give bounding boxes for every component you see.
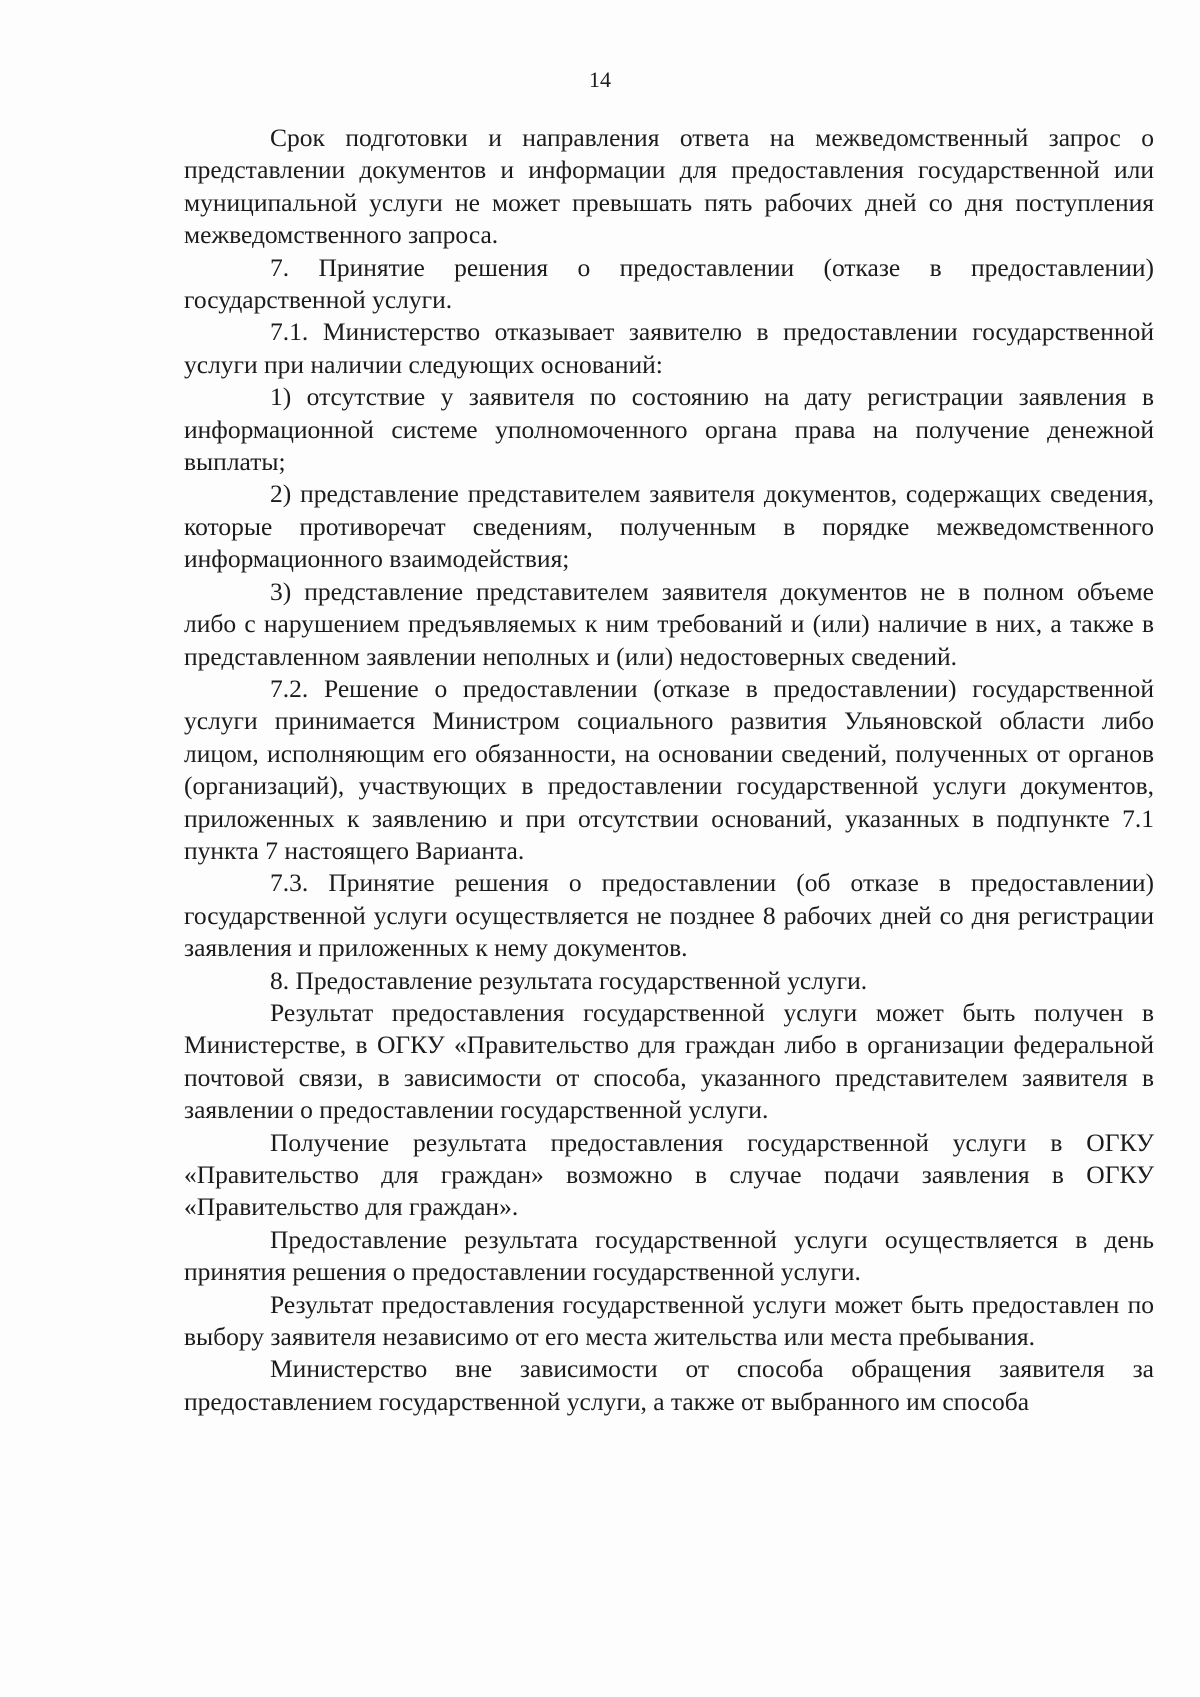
paragraph-interagency-response-deadline: Срок подготовки и направления ответа на межведомственный запрос о представлении документов и информации для предоставления государственной или муниципальной услуги не может превышать пять рабочих дней со дня поступления межведомственного запроса. [184, 123, 1154, 250]
paragraph-refusal-ground-2: 2) представление представителем заявителя документов, содержащих сведения, которые противоречат сведениям, полученным в порядке межведомственного информационного взаимодействия; [184, 479, 1154, 574]
paragraph-result-extraterritorial: Результат предоставления государственной услуги может быть предоставлен по выбору заявителя независимо от его места жительства или места пребывания. [184, 1289, 1154, 1352]
paragraph-refusal-ground-3: 3) представление представителем заявителя документов не в полном объеме либо с нарушением предъявляемых к ним требований и (или) наличие в них, а также в представленном заявлении неполных и (или) недостоверных сведений. [184, 576, 1154, 671]
paragraph-result-at-ogku: Получение результата предоставления государственной услуги в ОГКУ «Правительство для граждан» возможно в случае подачи заявления в ОГКУ «Правительство для граждан». [184, 1127, 1154, 1222]
paragraph-7-1-refusal-grounds: 7.1. Министерство отказывает заявителю в предоставлении государственной услуги при наличии следующих оснований: [184, 317, 1154, 379]
document-body [184, 122, 1154, 1418]
paragraph-result-same-day: Предоставление результата государственной услуги осуществляется в день принятия решения о предоставлении государственной услуги. [184, 1224, 1154, 1287]
paragraph-section-8-heading: 8. Предоставление результата государственной услуги. [270, 965, 868, 995]
paragraph-section-7-heading: 7. Принятие решения о предоставлении (отказе в предоставлении) государственной услуги. [184, 252, 1154, 315]
paragraph-refusal-ground-1: 1) отсутствие у заявителя по состоянию на дату регистрации заявления в информационной системе уполномоченного органа права на получение денежной выплаты; [184, 382, 1154, 477]
paragraph-result-delivery-options: Результат предоставления государственной услуги может быть получен в Министерстве, в ОГКУ «Правительство для граждан либо в организации федеральной почтовой связи, в зависимости от способа, указанного представителем заявителя в заявлении о предоставлении государственной услуги. [184, 997, 1154, 1125]
page-number: 14 [589, 67, 611, 92]
paragraph-ministry-regardless: Министерство вне зависимости от способа обращения заявителя за предоставлением государственной услуги, а также от выбранного им способа [184, 1354, 1154, 1416]
paragraph-7-2-decision-maker: 7.2. Решение о предоставлении (отказе в предоставлении) государственной услуги принимается Министром социального развития Ульяновской области либо лицом, исполняющим его обязанности, на основании сведений, полученных от органов (организаций), участвующих в предоставлении государственной услуги документов, приложенных к заявлению и при отсутствии оснований, указанных в подпункте 7.1 пункта 7 настоящего Варианта. [184, 673, 1154, 865]
paragraph-7-3-decision-deadline: 7.3. Принятие решения о предоставлении (об отказе в предоставлении) государственной услуги осуществляется не позднее 8 рабочих дней со дня регистрации заявления и приложенных к нему документов. [184, 868, 1154, 963]
